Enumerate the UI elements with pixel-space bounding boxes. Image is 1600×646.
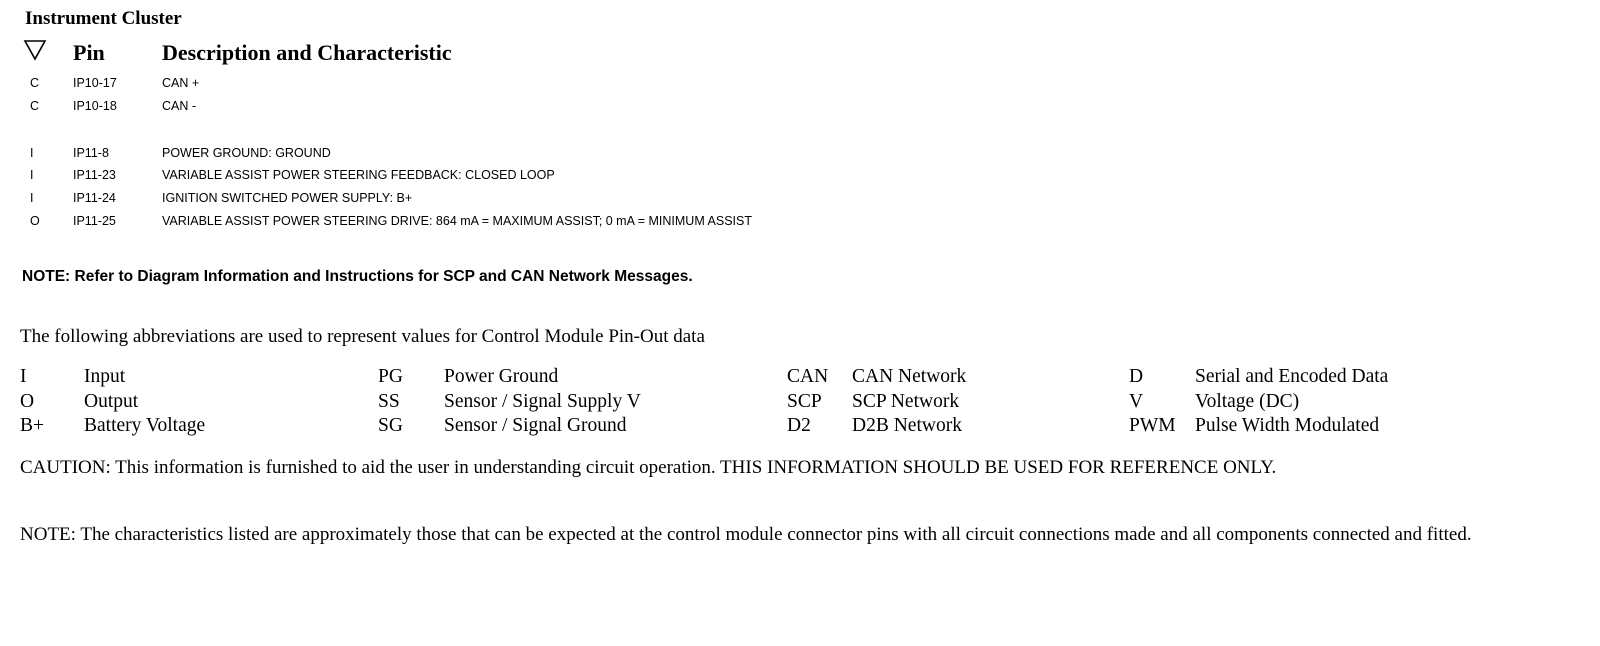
- abbr-meaning: SCP Network: [852, 391, 960, 412]
- pin-id: IP11-8: [73, 146, 109, 160]
- pin-column-header: Pin: [73, 40, 105, 65]
- abbreviations-intro: The following abbreviations are used to represent values for Control Module Pin-Out data: [20, 326, 705, 347]
- pin-type: C: [30, 76, 40, 90]
- abbr-meaning: Power Ground: [444, 366, 559, 387]
- caution-notice: CAUTION: This information is furnished to aid the user in understanding circuit operation. THIS INFORMATION SHOULD BE USED FOR REFERENCE ONLY.: [20, 457, 1277, 478]
- abbr-meaning: Input: [84, 366, 126, 387]
- pin-id: IP10-18: [73, 99, 117, 113]
- abbr-code: I: [20, 366, 27, 387]
- pin-id: IP11-23: [73, 168, 116, 182]
- pin-description: CAN -: [162, 99, 197, 113]
- abbr-code: D: [1129, 366, 1144, 387]
- page-title: Instrument Cluster: [25, 8, 182, 29]
- abbr-code: PWM: [1129, 415, 1176, 436]
- abbr-code: SG: [378, 415, 403, 436]
- pin-type: C: [30, 99, 40, 113]
- network-note: NOTE: Refer to Diagram Information and Instructions for SCP and CAN Network Messages.: [22, 268, 693, 285]
- abbr-code: D2: [787, 415, 811, 436]
- characteristics-note: NOTE: The characteristics listed are approximately those that can be expected at the control module connector pins with all circuit connections made and all components connected and fitted.: [20, 524, 1472, 545]
- abbr-code: B+: [20, 415, 45, 436]
- pin-id: IP10-17: [73, 76, 117, 90]
- abbr-meaning: Output: [84, 391, 139, 412]
- pin-type: O: [30, 214, 40, 228]
- pin-type: I: [30, 168, 34, 182]
- pin-id: IP11-25: [73, 214, 116, 228]
- abbr-meaning: D2B Network: [852, 415, 962, 436]
- pin-description: POWER GROUND: GROUND: [162, 146, 331, 160]
- pin-type: I: [30, 146, 34, 160]
- abbr-meaning: Sensor / Signal Ground: [444, 415, 627, 436]
- description-column-header: Description and Characteristic: [162, 40, 452, 65]
- abbr-code: CAN: [787, 366, 829, 387]
- abbr-meaning: Battery Voltage: [84, 415, 206, 436]
- pin-description: VARIABLE ASSIST POWER STEERING DRIVE: 864 mA = MAXIMUM ASSIST; 0 mA = MINIMUM ASSIST: [162, 214, 752, 228]
- abbr-code: SS: [378, 391, 400, 412]
- abbr-code: PG: [378, 366, 403, 387]
- pin-description: CAN +: [162, 76, 200, 90]
- abbr-meaning: Pulse Width Modulated: [1195, 415, 1380, 436]
- triangle-down-icon: [23, 39, 47, 61]
- pin-description: VARIABLE ASSIST POWER STEERING FEEDBACK: CLOSED LOOP: [162, 168, 555, 182]
- pin-id: IP11-24: [73, 191, 116, 205]
- abbr-code: V: [1129, 391, 1144, 412]
- abbr-meaning: CAN Network: [852, 366, 967, 387]
- abbr-code: O: [20, 391, 35, 412]
- abbr-meaning: Voltage (DC): [1195, 391, 1300, 412]
- abbr-meaning: Sensor / Signal Supply V: [444, 391, 641, 412]
- abbr-meaning: Serial and Encoded Data: [1195, 366, 1389, 387]
- pin-type: I: [30, 191, 34, 205]
- pin-description: IGNITION SWITCHED POWER SUPPLY: B+: [162, 191, 413, 205]
- abbr-code: SCP: [787, 391, 822, 412]
